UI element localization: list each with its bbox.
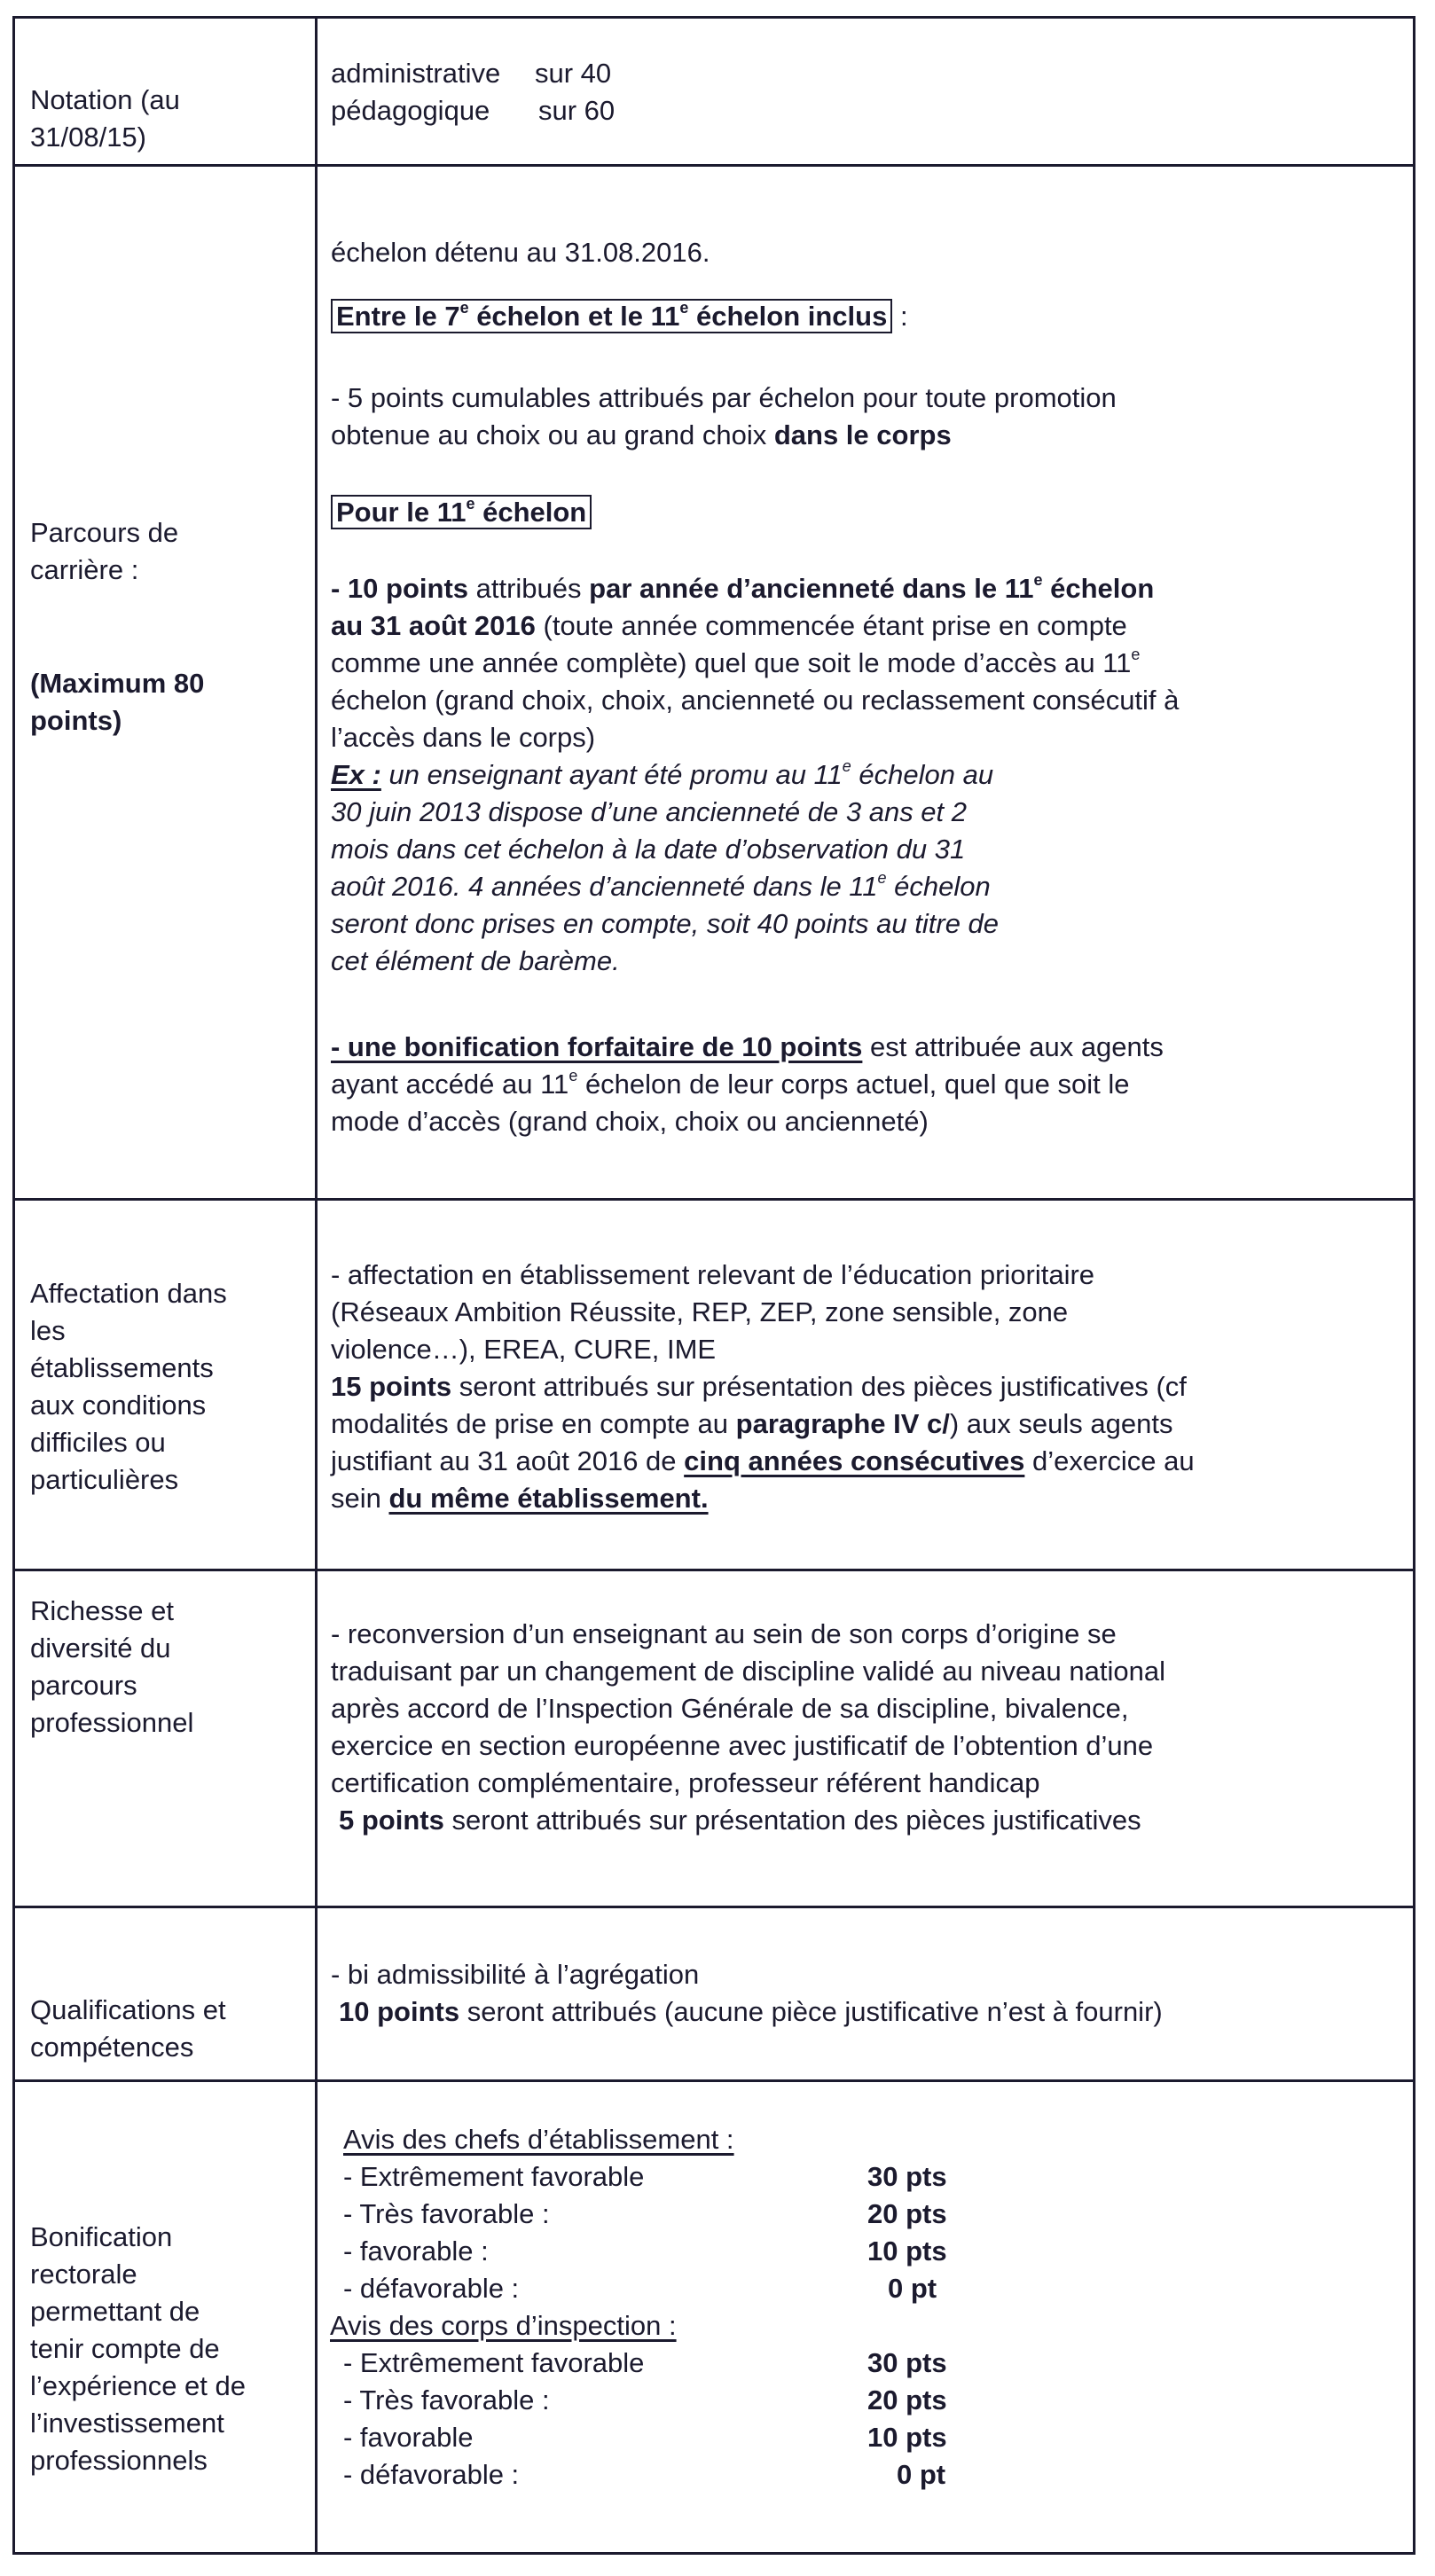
inspection-item-points: 0 pt [897,2459,946,2490]
inspection-item-label: - défavorable : [343,2459,520,2490]
inspection-item-label: - Extrêmement favorable [343,2347,645,2378]
chefs-item-points: 0 pt [888,2273,937,2304]
example-line: seront donc prises en compte, soit 40 points au titre de [331,908,1000,939]
echelon-11-heading: Pour le 11e échelon [331,494,592,531]
row-label: l’investissement [30,2408,224,2439]
points-line: comme une année complète) quel que soit le mode d’accès au 11e [331,646,1141,678]
row-label: 31/08/15) [30,121,146,153]
chefs-item-points: 10 pts [867,2235,947,2267]
chefs-item-label: - Extrêmement favorable [343,2161,645,2192]
chefs-item-label: - défavorable : [343,2273,520,2304]
row-label: professionnel [30,1707,194,1738]
bonification-line: mode d’accès (grand choix, choix ou ancienneté) [331,1106,929,1137]
content-line: sein du même établissement. [331,1483,709,1514]
points-line: obtenue au choix ou au grand choix dans le corps [331,419,952,450]
points-line: - 10 points attribués par année d’ancienneté dans le 11e échelon [331,571,1155,604]
content-line: violence…), EREA, CURE, IME [331,1334,717,1365]
row-divider [12,2079,1415,2082]
inspection-item-label: - Très favorable : [343,2384,550,2415]
example-line: cet élément de barème. [331,945,620,976]
row-divider [12,1906,1415,1908]
content-line: certification complémentaire, professeur référent handicap [331,1767,1040,1798]
chefs-item-points: 20 pts [867,2198,947,2229]
inspection-title: Avis des corps d’inspection : [330,2310,677,2341]
inspection-item-points: 10 pts [867,2422,947,2453]
inspection-item-points: 30 pts [867,2347,947,2378]
example-line: 30 juin 2013 dispose d’une ancienneté de 3 ans et 2 [331,796,968,827]
content-line: modalités de prise en compte au paragraphe IV c/) aux seuls agents [331,1408,1173,1439]
content-line: 15 points seront attribués sur présentation des pièces justificatives (cf [331,1371,1187,1402]
row-label: Richesse et [30,1595,174,1626]
row-label: tenir compte de [30,2333,220,2364]
row-label: Parcours de [30,517,179,548]
inspection-item-points: 20 pts [867,2384,947,2415]
row-label: aux conditions [30,1390,207,1421]
row-label: particulières [30,1464,179,1495]
column-divider [315,16,318,2555]
content-line: - bi admissibilité à l’agrégation [331,1959,700,1990]
chefs-item-points: 30 pts [867,2161,947,2192]
row-label: compétences [30,2032,194,2063]
notation-pedagogique: pédagogique [331,95,490,126]
content-line: 10 points seront attribués (aucune pièce justificative n’est à fournir) [339,1996,1163,2027]
notation-administrative-score: sur 40 [535,58,612,89]
row-label-max: points) [30,705,122,736]
chefs-item-label: - favorable : [343,2235,489,2267]
notation-administrative: administrative [331,58,501,89]
points-line: échelon (grand choix, choix, ancienneté ou reclassement consécutif à [331,685,1180,716]
row-label: Bonification [30,2221,173,2252]
row-label: permettant de [30,2296,200,2327]
content-line: exercice en section européenne avec justificatif de l’obtention d’une [331,1730,1154,1761]
row-label: les [30,1315,66,1346]
row-label: Affectation dans [30,1278,227,1309]
content-line: traduisant par un changement de discipline validé au niveau national [331,1656,1165,1687]
row-label: établissements [30,1352,214,1383]
echelon-range-heading: Entre le 7e échelon et le 11e échelon inclus : [331,298,908,335]
points-line: - 5 points cumulables attribués par échelon pour toute promotion [331,382,1117,413]
points-line: l’accès dans le corps) [331,722,596,753]
chefs-item-label: - Très favorable : [343,2198,550,2229]
content-line: - affectation en établissement relevant de l’éducation prioritaire [331,1259,1095,1290]
content-line: 5 points seront attribués sur présentation des pièces justificatives [339,1805,1141,1836]
points-line: au 31 août 2016 (toute année commencée étant prise en compte [331,610,1127,641]
row-label: difficiles ou [30,1427,166,1458]
row-label: Notation (au [30,84,180,115]
content-line: justifiant au 31 août 2016 de cinq années consécutives d’exercice au [331,1445,1195,1476]
inspection-item-label: - favorable [343,2422,474,2453]
row-label: rectorale [30,2259,137,2290]
row-label: parcours [30,1670,137,1701]
row-label: carrière : [30,554,139,585]
echelon-intro: échelon détenu au 31.08.2016. [331,237,710,268]
bonification-line: ayant accédé au 11e échelon de leur corps actuel, quel que soit le [331,1067,1130,1100]
example-line: mois dans cet échelon à la date d’observation du 31 [331,834,966,865]
row-label: l’expérience et de [30,2370,246,2401]
notation-pedagogique-score: sur 60 [538,95,616,126]
bonification-line: - une bonification forfaitaire de 10 points est attribuée aux agents [331,1031,1164,1062]
content-line: - reconversion d’un enseignant au sein de son corps d’origine se [331,1618,1117,1649]
row-divider [12,1569,1415,1571]
row-label: diversité du [30,1633,171,1664]
example-line: Ex : un enseignant ayant été promu au 11e échelon au [331,757,994,790]
row-label-max: (Maximum 80 [30,668,205,699]
content-line: après accord de l’Inspection Générale de sa discipline, bivalence, [331,1693,1129,1724]
row-divider [12,164,1415,167]
example-line: août 2016. 4 années d’ancienneté dans le 11e échelon [331,869,991,902]
row-label: Qualifications et [30,1994,226,2025]
row-divider [12,1198,1415,1201]
row-label: professionnels [30,2445,208,2476]
chefs-title: Avis des chefs d’établissement : [343,2124,734,2155]
content-line: (Réseaux Ambition Réussite, REP, ZEP, zone sensible, zone [331,1296,1069,1327]
